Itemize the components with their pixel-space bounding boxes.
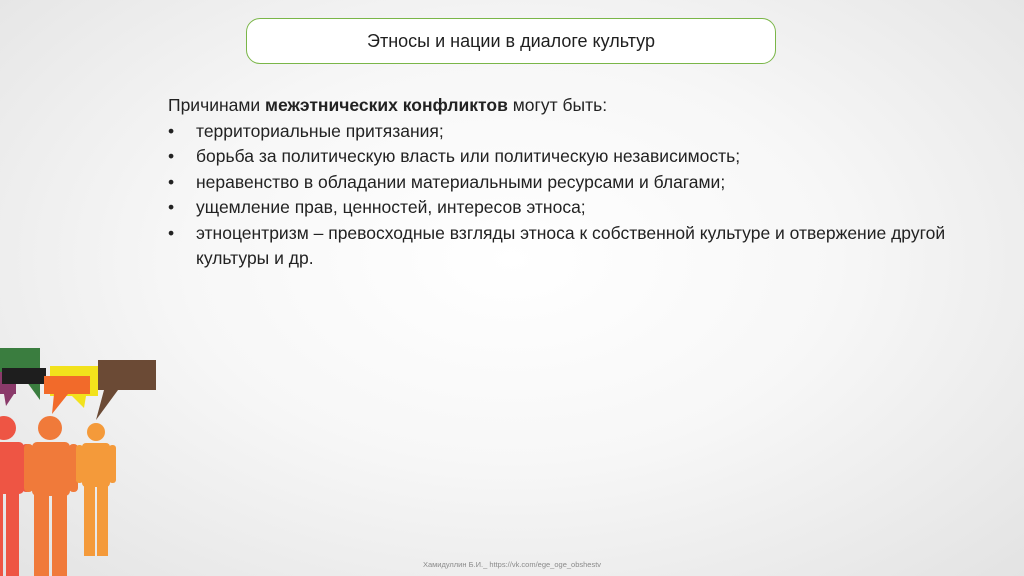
slide-title: Этносы и нации в диалоге культур xyxy=(367,30,655,51)
bullet-icon: • xyxy=(168,197,175,217)
bullet-icon: • xyxy=(168,171,175,192)
list-item xyxy=(168,221,988,272)
intro-prefix: Причинами xyxy=(168,95,266,115)
person-icon xyxy=(0,416,31,576)
list-item xyxy=(168,195,988,221)
content-block xyxy=(168,93,988,272)
reasons-list xyxy=(168,119,988,272)
list-item-text: неравенство в обладании материальными ресурсами и благами; xyxy=(196,171,726,192)
person-icon xyxy=(76,423,116,556)
bullet-icon: • xyxy=(168,120,175,141)
list-item xyxy=(168,144,988,170)
bullet-icon: • xyxy=(168,222,175,243)
footer-credit: Хамидуллин Б.И._ https://vk.com/ege_oge_obshestv xyxy=(422,560,602,569)
list-item-text: территориальные притязания; xyxy=(196,120,444,141)
list-item-text: ущемление прав, ценностей, интересов этноса; xyxy=(196,197,586,217)
title-box xyxy=(246,18,776,64)
people-speech-bubbles-illustration xyxy=(0,340,170,576)
intro-line xyxy=(168,93,988,119)
intro-suffix: могут быть: xyxy=(507,95,608,115)
person-icon xyxy=(24,416,78,576)
intro-emphasis: межэтнических конфликтов xyxy=(265,95,508,115)
speech-bubble-icon xyxy=(2,368,46,384)
list-item xyxy=(168,119,988,145)
bullet-icon: • xyxy=(168,146,175,166)
list-item-text: борьба за политическую власть или политическую независимость; xyxy=(196,146,741,166)
speech-bubble-icon xyxy=(96,360,156,420)
list-item-text: этноцентризм – превосходные взгляды этноса к собственной культуре и отвержение другой культуры и др. xyxy=(196,222,946,268)
list-item xyxy=(168,170,988,196)
